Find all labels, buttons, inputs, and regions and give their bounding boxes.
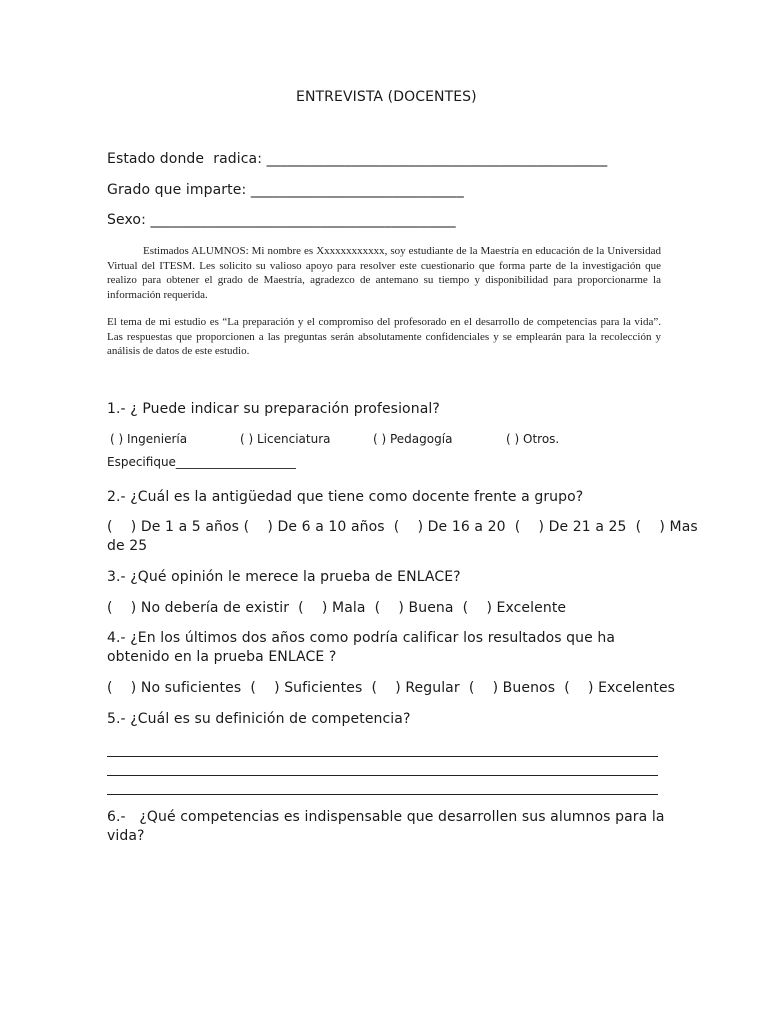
q1-option-ingenieria: ( ) Ingeniería [110,432,188,446]
q2-options-continued: de 25 [107,538,148,554]
question-6-continued: vida? [107,828,145,844]
intro-paragraph-2: El tema de mi estudio es “La preparación y el compromiso del profesorado en el desarrollo de competencias para la vida”. Las respuestas que proporcionen a las preguntas serán absolutamente confidenciales y se emplearán para la recolección y análisis de datos de este estudio. [107,316,661,358]
sexo-field: Sexo: ___________________________________________ [107,212,456,228]
estado-field: Estado donde radica: ________________________________________________ [107,151,608,167]
q1-option-otros: ( ) Otros. [506,432,560,446]
question-3: 3.- ¿Qué opinión le merece la prueba de ENLACE? [107,569,461,585]
q5-answer-line [107,756,658,757]
q2-options: ( ) De 1 a 5 años ( ) De 6 a 10 años ( ) De 16 a 20 ( ) De 21 a 25 ( ) Mas [107,519,698,535]
question-1: 1.- ¿ Puede indicar su preparación profesional? [107,401,440,417]
q1-specify-field: Especifique____________________ [107,455,296,469]
question-6: 6.- ¿Qué competencias es indispensable que desarrollen sus alumnos para la [107,809,665,825]
q5-answer-line [107,775,658,776]
question-4: 4.- ¿En los últimos dos años como podría calificar los resultados que ha [107,630,616,646]
question-5: 5.- ¿Cuál es su definición de competencia? [107,711,411,727]
q4-options: ( ) No suficientes ( ) Suficientes ( ) Regular ( ) Buenos ( ) Excelentes [107,680,676,696]
question-2: 2.- ¿Cuál es la antigüedad que tiene como docente frente a grupo? [107,489,584,505]
q1-option-licenciatura: ( ) Licenciatura [240,432,331,446]
q5-answer-line [107,794,658,795]
document-title: ENTREVISTA (DOCENTES) [296,89,477,105]
grado-field: Grado que imparte: ______________________________ [107,182,464,198]
question-4-continued: obtenido en la prueba ENLACE ? [107,649,337,665]
q3-options: ( ) No debería de existir ( ) Mala ( ) Buena ( ) Excelente [107,600,567,616]
intro-paragraph-1: Estimados ALUMNOS: Mi nombre es Xxxxxxxxxxxx, soy estudiante de la Maestría en educación de la Universidad Virtual del ITESM. Les solicito su valioso apoyo para resolver este cuestionario que forma parte de la investigación que realizo para obtener el grado de Maestría, agradezco de antemano su tiempo y disponibilidad para proporcionarme la información requerida. [107,245,661,301]
q1-option-pedagogia: ( ) Pedagogía [373,432,453,446]
